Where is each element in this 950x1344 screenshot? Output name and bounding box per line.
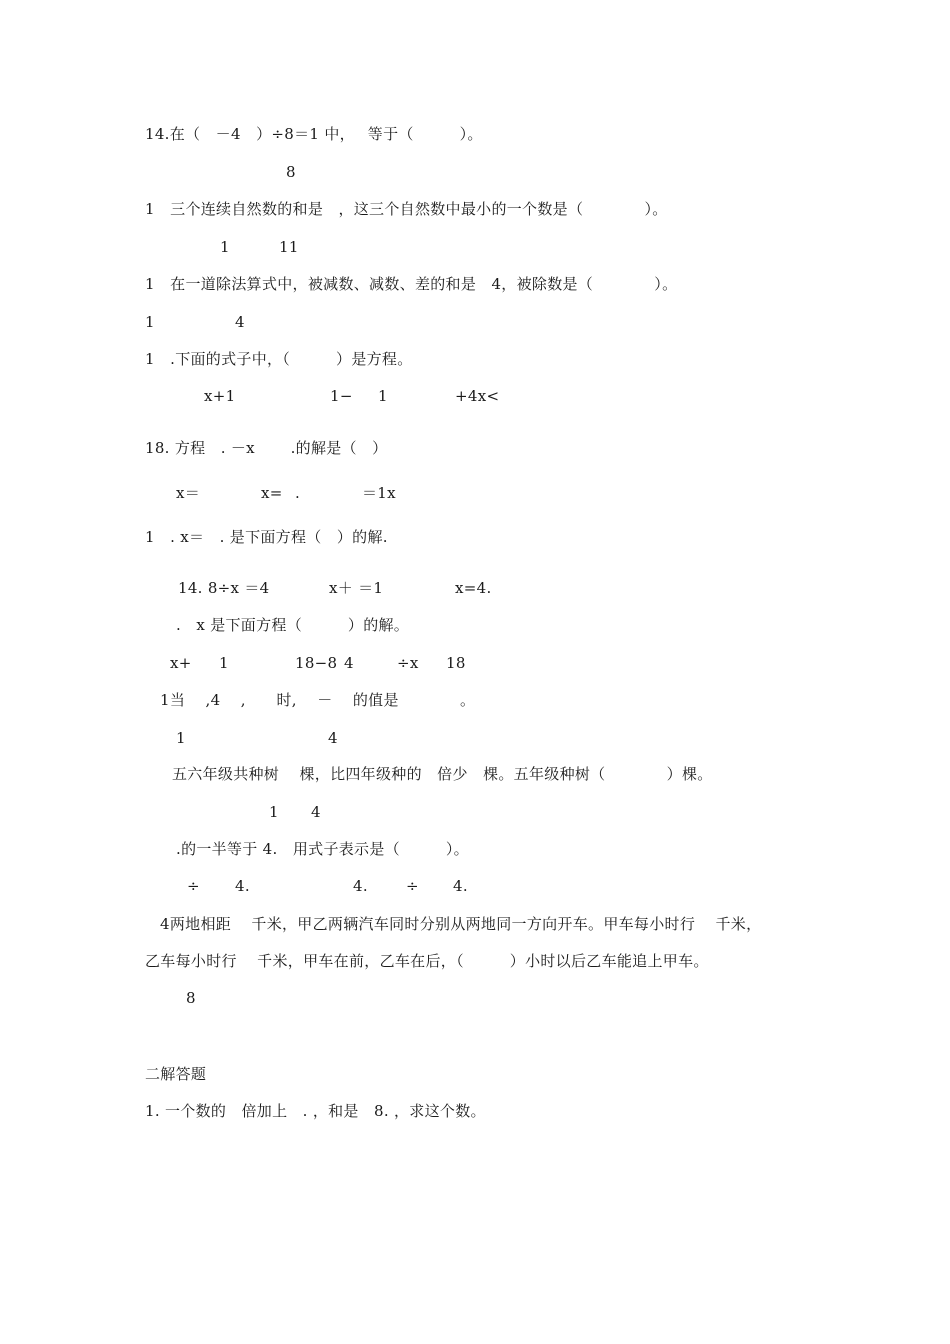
question-22-line: 五六年级共种树 棵，比四年级种的 倍少 棵。五年级种树（ ）棵。 xyxy=(172,765,713,783)
option-fragment: . xyxy=(295,484,301,502)
option-fragment: 1 xyxy=(219,654,229,672)
fraction-fragment: 8 xyxy=(286,163,296,181)
fraction-fragment: 4 xyxy=(328,729,338,747)
option-fragment: x+1 xyxy=(204,387,236,405)
option-fragment: ÷ xyxy=(406,877,419,895)
fraction-fragment: 4 xyxy=(235,313,245,331)
question-17-line: 1 .下面的式子中，（ ）是方程。 xyxy=(145,350,413,368)
question-18-line: 18. 方程 . －x .的解是（ ） xyxy=(145,439,388,457)
option-fragment: 4. xyxy=(235,877,250,895)
option-fragment: x=4. xyxy=(455,579,492,597)
option-fragment: 1− xyxy=(330,387,353,405)
question-14-line: 14.在（ －4 ）÷8＝1 中， 等于（ ）。 xyxy=(145,125,483,143)
fraction-fragment: 8 xyxy=(186,989,196,1007)
question-19-line: 1 . x＝ . 是下面方程（ ）的解. xyxy=(145,528,388,546)
option-fragment: ＝1x xyxy=(362,484,396,502)
option-fragment: +4x< xyxy=(455,387,500,405)
fraction-fragment: 1 xyxy=(269,803,279,821)
answer-question-1: 1. 一个数的 倍加上 . ，和是 8. ，求这个数。 xyxy=(145,1102,486,1120)
option-fragment: 18−8 xyxy=(295,654,338,672)
question-24-continued: 乙车每小时行 千米，甲车在前，乙车在后，（ ）小时以后乙车能追上甲车。 xyxy=(145,952,709,970)
option-fragment: 1 xyxy=(378,387,388,405)
option-fragment: ÷x xyxy=(397,654,419,672)
question-16-line: 1 在一道除法算式中，被减数、减数、差的和是 4，被除数是（ ）。 xyxy=(145,275,678,293)
fraction-fragment: 1 xyxy=(220,238,230,256)
question-20-line: . x 是下面方程（ ）的解。 xyxy=(176,616,410,634)
fraction-fragment: 1 xyxy=(176,729,186,747)
option-fragment: x= xyxy=(261,484,283,502)
option-fragment: x+ xyxy=(170,654,192,672)
question-23-line: .的一半等于 4. 用式子表示是（ ）。 xyxy=(176,840,469,858)
option-fragment: x＋ ＝1 xyxy=(329,579,384,597)
option-fragment: 14. 8÷x ＝4 xyxy=(178,579,270,597)
option-fragment: 4. xyxy=(353,877,368,895)
option-fragment: ÷ xyxy=(187,877,200,895)
option-fragment: 4 xyxy=(344,654,354,672)
question-24-line: 4两地相距 千米，甲乙两辆汽车同时分别从两地同一方向开车。甲车每小时行 千米， xyxy=(160,915,762,933)
section-heading: 二解答题 xyxy=(145,1065,207,1083)
option-fragment: 18 xyxy=(446,654,466,672)
fraction-fragment: 4 xyxy=(311,803,321,821)
fraction-fragment: 11 xyxy=(279,238,299,256)
question-21-line: 1当 ,4 , 时, － 的值是 。 xyxy=(160,691,476,709)
option-fragment: 4. xyxy=(453,877,468,895)
question-15-line: 1 三个连续自然数的和是 ，这三个自然数中最小的一个数是（ ）。 xyxy=(145,200,668,218)
option-fragment: x＝ xyxy=(176,484,201,502)
fraction-fragment: 1 xyxy=(145,313,155,331)
